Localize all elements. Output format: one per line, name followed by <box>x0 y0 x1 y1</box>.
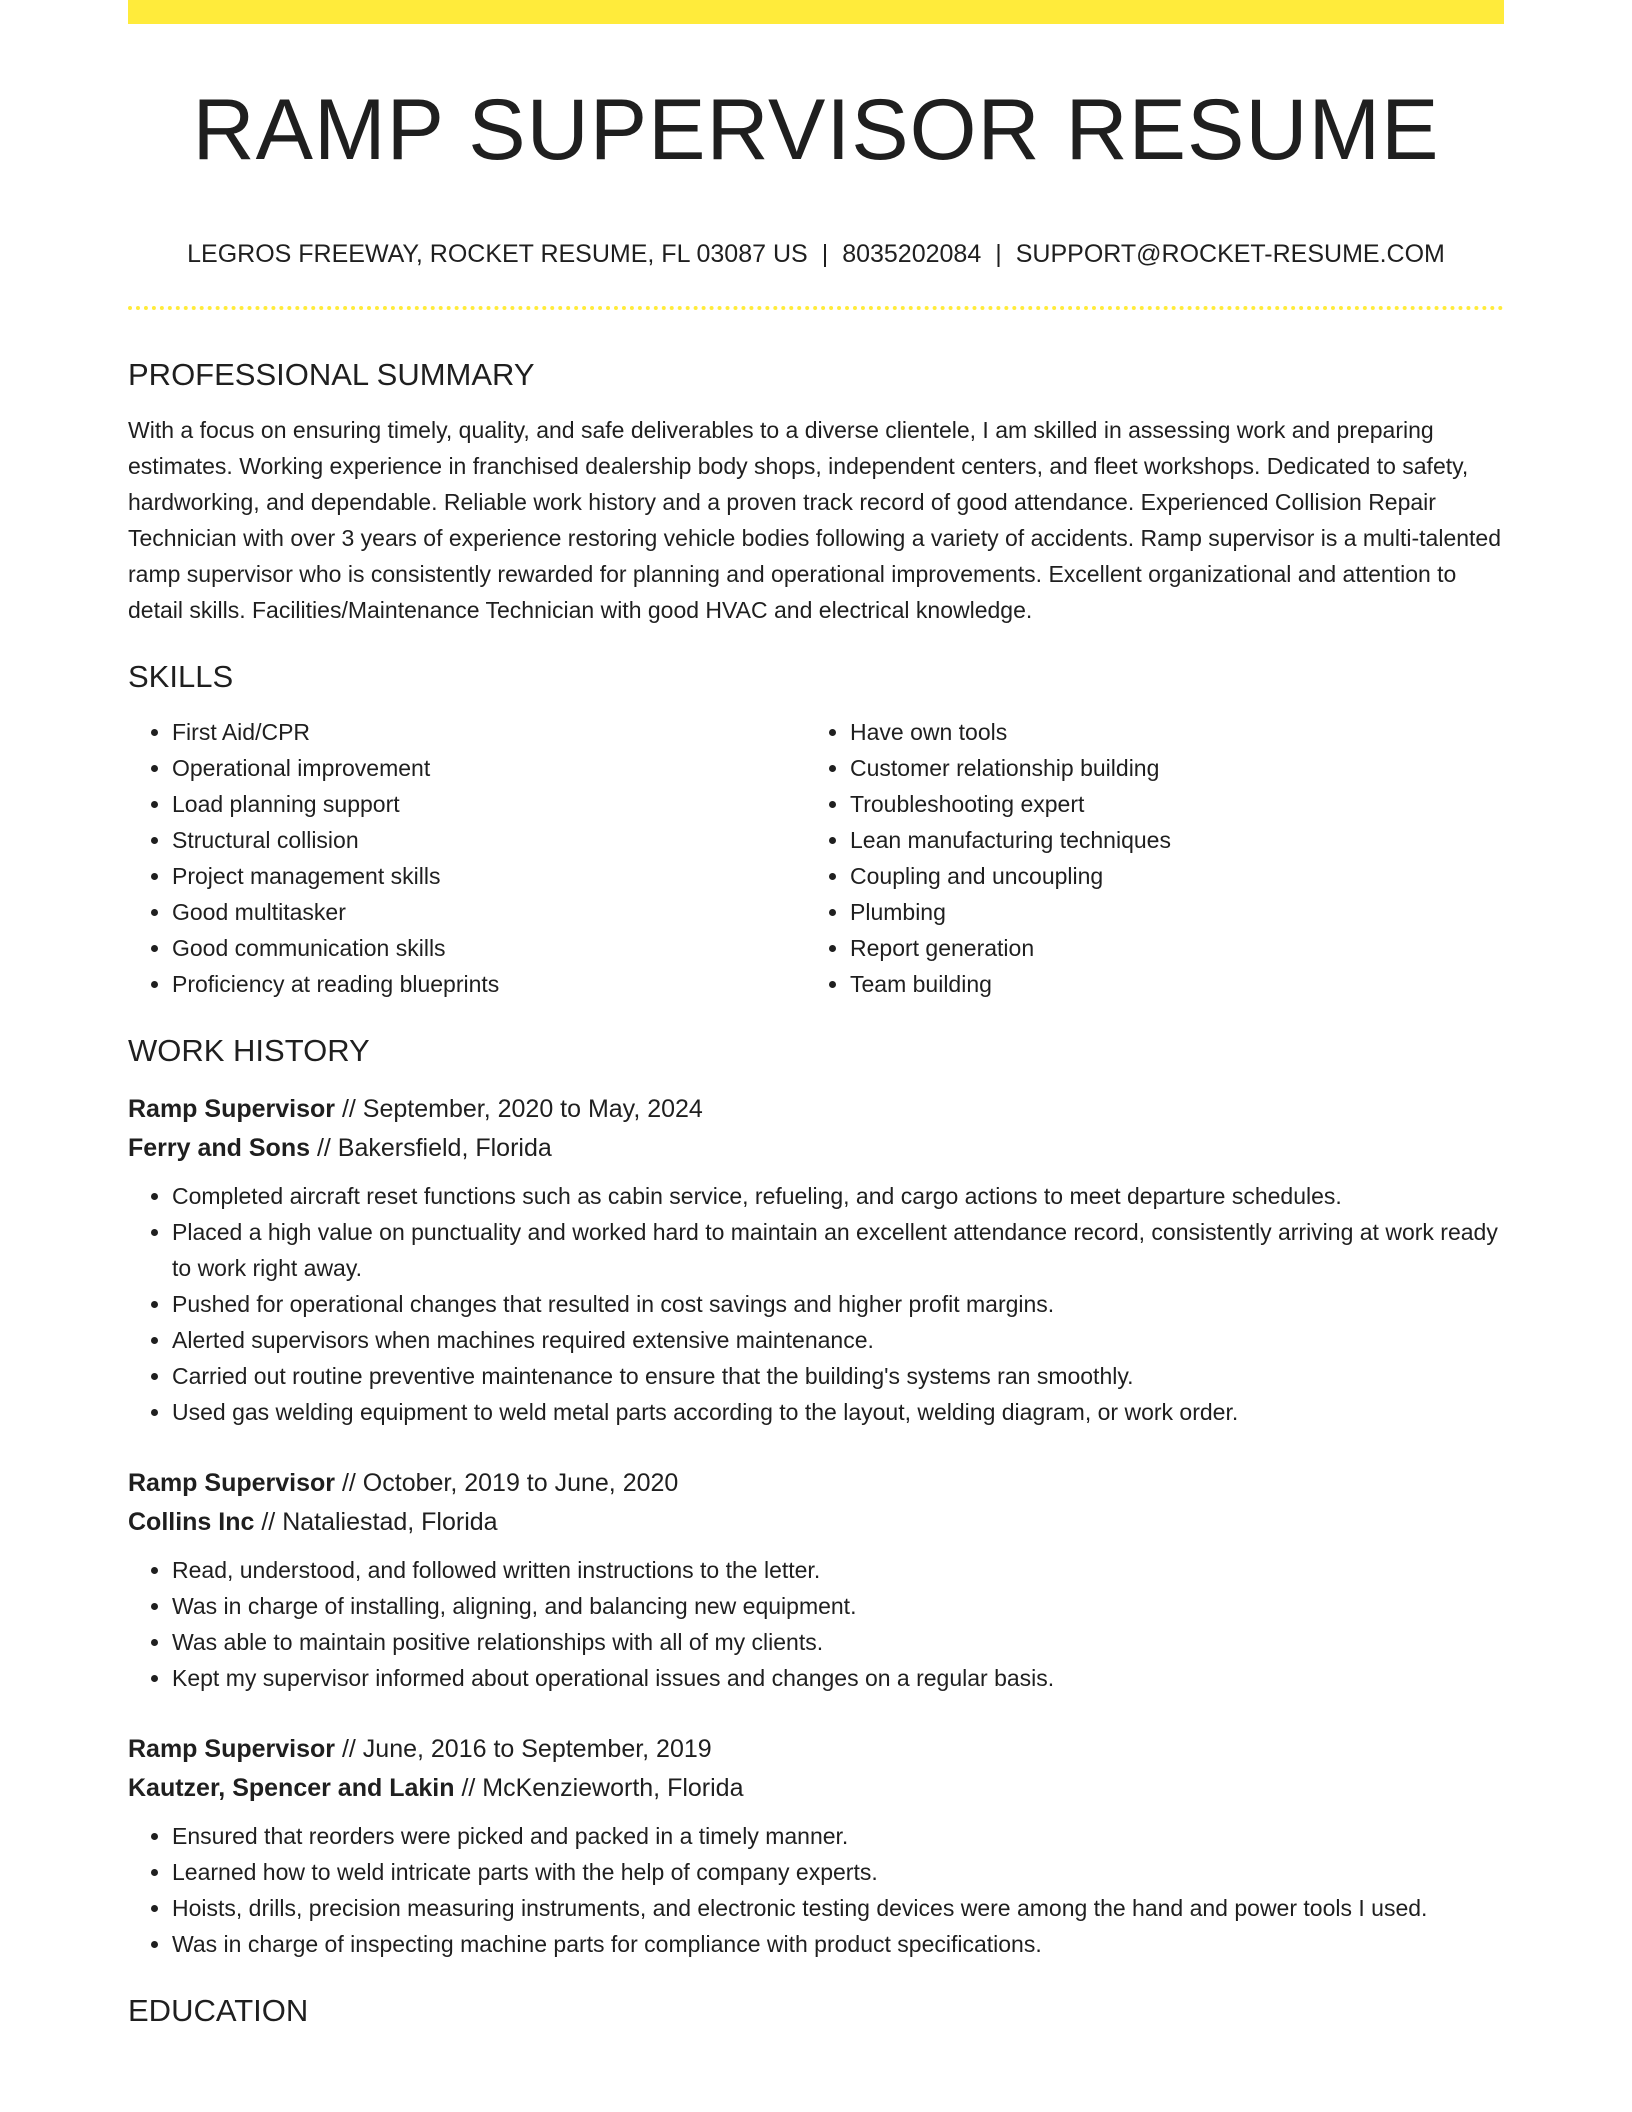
job-title-line <box>128 1730 1504 1769</box>
skill-item: • Troubleshooting expert <box>850 786 1484 822</box>
section-heading: EDUCATION <box>128 1993 309 2028</box>
job-bullet: • Was in charge of inspecting machine parts for compliance with product specifications. <box>172 1926 1504 1962</box>
job-bullet: • Placed a high value on punctuality and worked hard to maintain an excellent attendance record, consistently arriving at work ready to work right away. <box>172 1214 1504 1286</box>
skill-item: • Have own tools <box>850 714 1484 750</box>
job-company-line <box>128 1129 1504 1168</box>
contact-separator: | <box>821 240 829 268</box>
job-bullet: • Was in charge of installing, aligning, and balancing new equipment. <box>172 1588 1504 1624</box>
skills-columns <box>128 714 1504 1002</box>
job-bullet: • Was able to maintain positive relationships with all of my clients. <box>172 1624 1504 1660</box>
summary-text: With a focus on ensuring timely, quality, and safe deliverables to a diverse clientele, I am skilled in assessing work and preparing estimates. Working experience in franchised dealership body shops, independent centers, and fleet workshops. Dedicated to safety, hardworking, and dependable. Reliable work history and a proven track record of good attendance. Experienced Collision Repair Technician with over 3 years of experience restoring vehicle bodies following a variety of accidents. Ramp supervisor is a multi-talented ramp supervisor who is consistently rewarded for planning and operational improvements. Excellent organizational and attention to detail skills. Facilities/Maintenance Technician with good HVAC and electrical knowledge. <box>128 417 1502 623</box>
skill-item: • Load planning support <box>172 786 806 822</box>
job-company: Kautzer, Spencer and Lakin <box>128 1774 455 1802</box>
accent-bar <box>128 0 1504 24</box>
job-company-line <box>128 1769 1504 1808</box>
skill-item: • Report generation <box>850 930 1484 966</box>
section-heading: PROFESSIONAL SUMMARY <box>128 357 535 392</box>
skill-item: • Good multitasker <box>172 894 806 930</box>
job-location: // McKenzieworth, Florida <box>454 1774 744 1802</box>
job-entry <box>128 1464 1504 1696</box>
job-bullets <box>128 1818 1504 1962</box>
job-title: Ramp Supervisor <box>128 1469 336 1497</box>
contact-line <box>128 236 1504 272</box>
section-heading: WORK HISTORY <box>128 1033 370 1068</box>
education-section <box>128 1988 1504 2034</box>
job-bullet: • Learned how to weld intricate parts with the help of company experts. <box>172 1854 1504 1890</box>
job-title: Ramp Supervisor <box>128 1095 336 1123</box>
skill-item: • Team building <box>850 966 1484 1002</box>
resume-title: RAMP SUPERVISOR RESUME <box>192 82 1440 178</box>
skill-item: • Structural collision <box>172 822 806 858</box>
job-bullet: • Used gas welding equipment to weld metal parts according to the layout, welding diagram, or work order. <box>172 1394 1504 1430</box>
skills-right-list <box>806 714 1484 1002</box>
job-bullet: • Pushed for operational changes that resulted in cost savings and higher profit margins. <box>172 1286 1504 1322</box>
job-bullet: • Ensured that reorders were picked and packed in a timely manner. <box>172 1818 1504 1854</box>
skill-item: • Plumbing <box>850 894 1484 930</box>
job-bullet: • Carried out routine preventive maintenance to ensure that the building's systems ran smoothly. <box>172 1358 1504 1394</box>
skill-item: • Proficiency at reading blueprints <box>172 966 806 1002</box>
job-bullet: • Alerted supervisors when machines required extensive maintenance. <box>172 1322 1504 1358</box>
work-history-section <box>128 1028 1504 1962</box>
skills-section <box>128 654 1504 1002</box>
job-dates: // October, 2019 to June, 2020 <box>335 1469 679 1497</box>
skill-item: • Project management skills <box>172 858 806 894</box>
job-company: Ferry and Sons <box>128 1134 310 1162</box>
job-title-line <box>128 1090 1504 1129</box>
job-entry <box>128 1090 1504 1430</box>
job-title-line <box>128 1464 1504 1503</box>
skill-item: • First Aid/CPR <box>172 714 806 750</box>
job-bullets <box>128 1178 1504 1430</box>
resume-content <box>128 352 1504 2034</box>
contact-separator: | <box>995 240 1002 268</box>
job-bullet: • Kept my supervisor informed about operational issues and changes on a regular basis. <box>172 1660 1504 1696</box>
job-dates: // September, 2020 to May, 2024 <box>335 1095 703 1123</box>
section-heading: SKILLS <box>128 659 234 694</box>
job-dates: // June, 2016 to September, 2019 <box>335 1735 712 1763</box>
job-bullet: • Read, understood, and followed written instructions to the letter. <box>172 1552 1504 1588</box>
job-bullets <box>128 1552 1504 1696</box>
skill-item: • Good communication skills <box>172 930 806 966</box>
skill-item: • Customer relationship building <box>850 750 1484 786</box>
summary-section <box>128 352 1504 628</box>
contact-phone: 8035202084 <box>842 240 982 268</box>
skill-item: • Lean manufacturing techniques <box>850 822 1484 858</box>
contact-address: LEGROS FREEWAY, ROCKET RESUME, FL 03087 US <box>187 240 808 268</box>
job-company: Collins Inc <box>128 1508 255 1536</box>
job-title: Ramp Supervisor <box>128 1735 336 1763</box>
job-entry <box>128 1730 1504 1962</box>
job-location: // Bakersfield, Florida <box>310 1134 552 1162</box>
skill-item: • Coupling and uncoupling <box>850 858 1484 894</box>
job-company-line <box>128 1503 1504 1542</box>
job-location: // Nataliestad, Florida <box>254 1508 498 1536</box>
skill-item: • Operational improvement <box>172 750 806 786</box>
job-bullet: • Completed aircraft reset functions such as cabin service, refueling, and cargo actions to meet departure schedules. <box>172 1178 1504 1214</box>
job-bullet: • Hoists, drills, precision measuring instruments, and electronic testing devices were among the hand and power tools I used. <box>172 1890 1504 1926</box>
skills-left-list <box>128 714 806 1002</box>
dotted-divider <box>128 306 1504 310</box>
contact-email: SUPPORT@ROCKET-RESUME.COM <box>1015 240 1445 268</box>
